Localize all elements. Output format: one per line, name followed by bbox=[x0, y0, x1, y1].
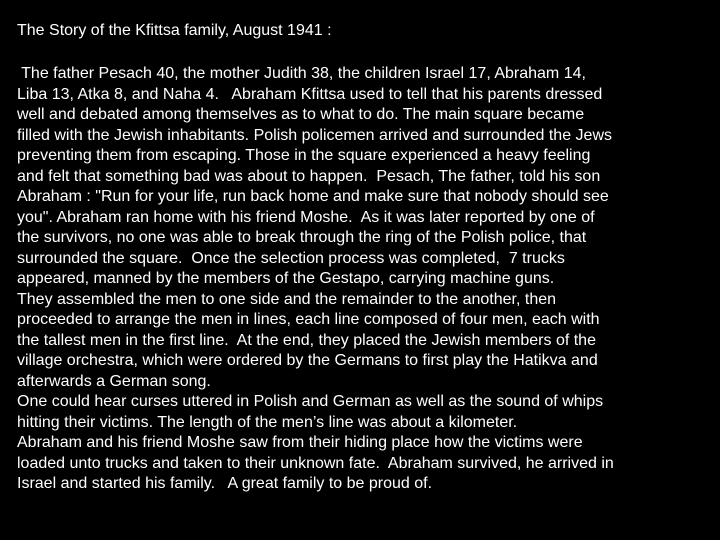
story-line: you". Abraham ran home with his friend Moshe. As it was later reported by one of bbox=[17, 208, 595, 226]
story-line: One could hear curses uttered in Polish and German as well as the sound of whips bbox=[17, 393, 604, 410]
story-line: appeared, manned by the members of the Gestapo, carrying machine guns. bbox=[17, 270, 555, 287]
story-line: and felt that something bad was about to happen. Pesach, The father, told his son bbox=[17, 167, 601, 185]
story-line: loaded unto trucks and taken to their unknown fate. Abraham survived, he arrived in bbox=[17, 454, 614, 472]
story-line: Israel and started his family. A great family to be proud of. bbox=[17, 475, 433, 492]
story-line: Liba 13, Atka 8, and Naha 4. Abraham Kfittsa used to tell that his parents dressed bbox=[17, 85, 603, 103]
story-line: hitting their victims. The length of the men’s line was about a kilometer. bbox=[17, 413, 518, 431]
story-line: They assembled the men to one side and the remainder to the another, then bbox=[17, 290, 557, 308]
story-line: afterwards a German song. bbox=[17, 372, 211, 390]
story-line: surrounded the square. Once the selection process was completed, 7 trucks bbox=[17, 249, 565, 267]
story-line: the survivors, no one was able to break through the ring of the Polish police, that bbox=[17, 229, 587, 246]
story-line: Abraham and his friend Moshe saw from their hiding place how the victims were bbox=[17, 434, 583, 451]
story-line: The father Pesach 40, the mother Judith 38, the children Israel 17, Abraham 14, bbox=[17, 65, 586, 82]
story-line: the tallest men in the first line. At the end, they placed the Jewish members of the bbox=[17, 331, 596, 349]
story-line: well and debated among themselves as to what to do. The main square became bbox=[17, 106, 585, 123]
slide-title: The Story of the Kfittsa family, August 1941 : bbox=[17, 22, 332, 39]
story-line: preventing them from escaping. Those in the square experienced a heavy feeling bbox=[17, 147, 591, 164]
story-line: filled with the Jewish inhabitants. Polish policemen arrived and surrounded the Jews bbox=[17, 126, 612, 144]
story-line: proceeded to arrange the men in lines, each line composed of four men, each with bbox=[17, 311, 600, 328]
story-body bbox=[17, 64, 717, 495]
story-line: Abraham : "Run for your life, run back home and make sure that nobody should see bbox=[17, 188, 609, 205]
story-line: village orchestra, which were ordered by the Germans to first play the Hatikva and bbox=[17, 352, 598, 369]
